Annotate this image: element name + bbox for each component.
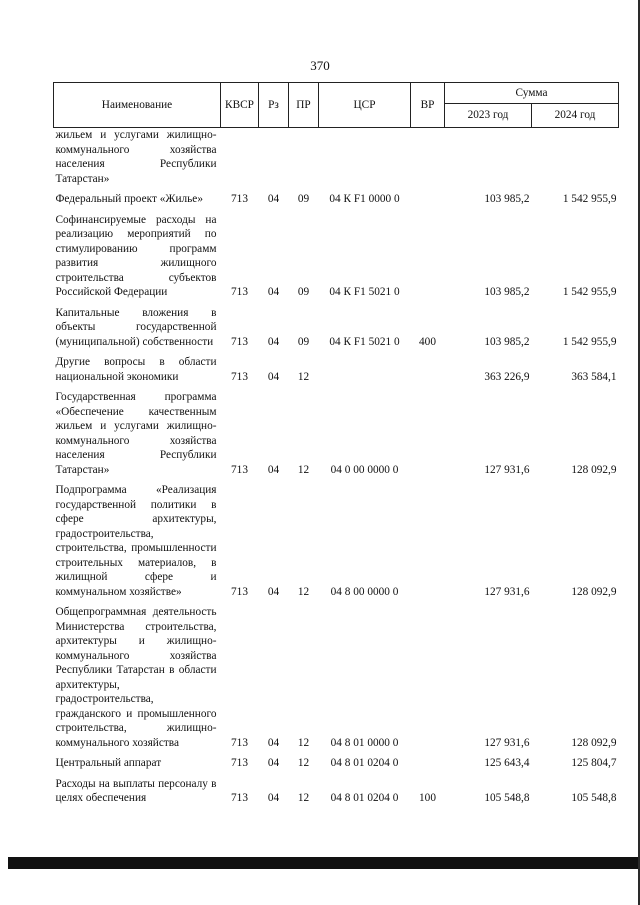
row-amount-2023: 105 548,8 [484, 792, 530, 804]
header-name: Наименование [54, 83, 221, 128]
row-vr [411, 477, 445, 599]
row-name: Центральный аппарат [55, 757, 162, 769]
row-vr [411, 384, 445, 477]
row-csr [319, 349, 411, 384]
row-amount-2023: 103 985,2 [484, 335, 530, 348]
row-csr: 04 К F1 5021 0 [329, 286, 400, 298]
row-rz: 04 [267, 585, 280, 598]
row-amount-2024: 128 092,9 [571, 585, 617, 598]
row-csr: 04 8 01 0000 0 [330, 736, 399, 749]
header-vr: ВР [411, 83, 445, 128]
row-name: Общепрограммная деятельность Министерства строительства, архитектуры и жилищно-коммунального хозяйства Республики Татарстан в области архитектуры, градостроительства, гражданского и промышленного строительства, жилищно-коммунального хозяйства [55, 606, 217, 749]
row-csr: 04 8 00 0000 0 [330, 585, 399, 598]
row-kvsr: 713 [231, 585, 248, 598]
row-vr [411, 349, 445, 384]
row-kvsr: 713 [231, 335, 248, 348]
row-vr [411, 186, 445, 207]
header-pr: ПР [289, 83, 319, 128]
row-kvsr [221, 128, 259, 187]
row-amount-2023 [445, 128, 532, 187]
table-row [54, 128, 619, 187]
row-amount-2023: 127 931,6 [484, 463, 530, 476]
row-kvsr: 713 [231, 736, 248, 749]
row-amount-2023: 127 931,6 [484, 736, 530, 749]
row-rz: 04 [267, 757, 280, 769]
table-row [54, 750, 619, 771]
page-number: 370 [310, 58, 330, 73]
row-rz: 04 [267, 286, 280, 298]
row-pr: 12 [297, 463, 310, 476]
table-row [54, 599, 619, 750]
row-vr [411, 750, 445, 771]
table-header [54, 83, 619, 128]
row-rz: 04 [267, 792, 280, 804]
header-year-2023: 2023 год [445, 104, 532, 128]
table-row [54, 207, 619, 300]
table-row [54, 771, 619, 806]
row-amount-2024: 1 542 955,9 [562, 286, 617, 298]
row-pr: 09 [297, 193, 310, 205]
table-row [54, 186, 619, 207]
row-name: Другие вопросы в области национальной экономики [55, 356, 217, 383]
row-csr: 04 К F1 0000 0 [329, 193, 400, 205]
row-kvsr: 713 [231, 792, 248, 804]
row-csr: 04 8 01 0204 0 [330, 757, 399, 769]
row-csr: 04 К F1 5021 0 [329, 335, 400, 348]
row-kvsr: 713 [231, 370, 248, 383]
row-amount-2024: 128 092,9 [571, 736, 617, 749]
row-name: Федеральный проект «Жилье» [55, 193, 203, 205]
table-row [54, 349, 619, 384]
row-rz [259, 128, 289, 187]
row-vr [411, 599, 445, 750]
row-name: Капитальные вложения в объекты государственной (муниципальной) собственности [55, 306, 217, 348]
row-csr [319, 128, 411, 187]
row-amount-2023: 125 643,4 [484, 757, 530, 769]
header-rz: Рз [259, 83, 289, 128]
table-row [54, 384, 619, 477]
row-name: Государственная программа «Обеспечение качественным жильем и услугами жилищно-коммунального хозяйства населения Республики Татарстан» [55, 391, 217, 476]
header-sum: Сумма [445, 83, 619, 104]
row-amount-2024: 363 584,1 [571, 370, 617, 383]
row-name: Подпрограмма «Реализация государственной политики в сфере архитектуры, градостроительства, строительства, промышленности строительных материалов, в жилищной сфере и коммунальном хозяйстве» [55, 484, 217, 598]
row-rz: 04 [267, 736, 280, 749]
row-kvsr: 713 [231, 757, 248, 769]
row-vr: 100 [419, 792, 436, 804]
row-amount-2024: 1 542 955,9 [562, 335, 617, 348]
row-pr: 09 [297, 286, 310, 298]
row-pr: 09 [297, 335, 310, 348]
row-amount-2024 [532, 128, 619, 187]
row-pr: 12 [297, 370, 310, 383]
header-year-2024: 2024 год [532, 104, 619, 128]
table-row [54, 300, 619, 350]
row-amount-2024: 1 542 955,9 [562, 193, 617, 205]
header-kvsr: КВСР [221, 83, 259, 128]
table-row [54, 477, 619, 599]
row-kvsr: 713 [231, 463, 248, 476]
row-pr: 12 [297, 736, 310, 749]
row-csr: 04 8 01 0204 0 [330, 792, 399, 804]
row-vr [411, 207, 445, 300]
row-pr [289, 128, 319, 187]
row-rz: 04 [267, 193, 280, 205]
scan-bottom-bar [8, 857, 638, 869]
row-pr: 12 [297, 757, 310, 769]
row-name: жильем и услугами жилищно-коммунального хозяйства населения Республики Татарстан» [55, 129, 217, 185]
row-pr: 12 [297, 792, 310, 804]
row-kvsr: 713 [231, 286, 248, 298]
table-body [54, 128, 619, 806]
row-vr: 400 [419, 335, 436, 348]
header-csr: ЦСР [319, 83, 411, 128]
row-name: Софинансируемые расходы на реализацию мероприятий по стимулированию программ развития жилищного строительства субъектов Российской Федерации [55, 213, 217, 298]
row-rz: 04 [267, 463, 280, 476]
row-amount-2024: 105 548,8 [571, 792, 617, 804]
row-amount-2024: 128 092,9 [571, 463, 617, 476]
row-pr: 12 [297, 585, 310, 598]
row-amount-2024: 125 804,7 [571, 757, 617, 769]
row-csr: 04 0 00 0000 0 [330, 463, 399, 476]
row-name: Расходы на выплаты персоналу в целях обеспечения [55, 777, 217, 804]
row-amount-2023: 103 985,2 [484, 286, 530, 298]
budget-table [53, 82, 619, 806]
row-amount-2023: 363 226,9 [484, 370, 530, 383]
row-amount-2023: 103 985,2 [484, 193, 530, 205]
row-amount-2023: 127 931,6 [484, 585, 530, 598]
row-kvsr: 713 [231, 193, 248, 205]
row-rz: 04 [267, 370, 280, 383]
row-rz: 04 [267, 335, 280, 348]
row-vr [411, 128, 445, 187]
